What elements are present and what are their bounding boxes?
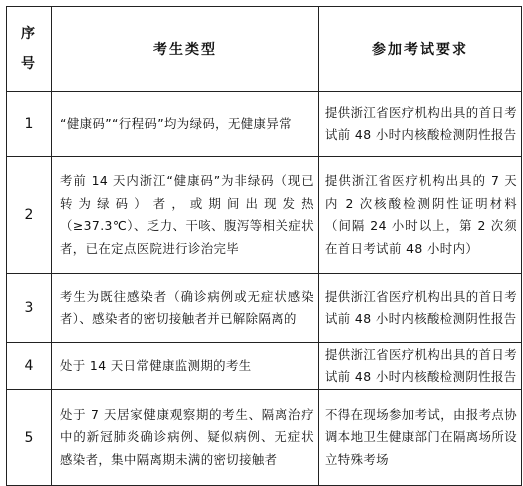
row-type: 处于 7 天居家健康观察期的考生、隔离治疗中的新冠肺炎确诊病例、疑似病例、无症状感染者，集中隔离期未满的密切接触者 <box>52 390 319 486</box>
header-seq <box>7 7 52 92</box>
header-requirement: 参加考试要求 <box>319 7 522 92</box>
exam-requirements-table <box>6 6 522 486</box>
row-requirement: 提供浙江省医疗机构出具的首日考试前 48 小时内核酸检测阴性报告 <box>319 92 522 157</box>
header-seq-top: 序 <box>21 26 37 42</box>
table-row <box>7 343 522 390</box>
header-row <box>7 7 522 92</box>
row-number: 3 <box>7 274 52 343</box>
row-number: 5 <box>7 390 52 486</box>
row-number: 4 <box>7 343 52 390</box>
row-requirement: 提供浙江省医疗机构出具的 7 天内 2 次核酸检测阴性证明材料（间隔 24 小时以上，第 2 次须在首日考试前 48 小时内） <box>319 157 522 274</box>
row-requirement: 不得在现场参加考试，由报考点协调本地卫生健康部门在隔离场所设立特殊考场 <box>319 390 522 486</box>
row-type: 处于 14 天日常健康监测期的考生 <box>52 343 319 390</box>
row-requirement: 提供浙江省医疗机构出具的首日考试前 48 小时内核酸检测阴性报告 <box>319 274 522 343</box>
table-row <box>7 157 522 274</box>
row-number: 1 <box>7 92 52 157</box>
table-row <box>7 274 522 343</box>
row-requirement: 提供浙江省医疗机构出具的首日考试前 48 小时内核酸检测阴性报告 <box>319 343 522 390</box>
row-type: 考生为既往感染者（确诊病例或无症状感染者）、感染者的密切接触者并已解除隔离的 <box>52 274 319 343</box>
header-seq-bottom: 号 <box>21 56 37 72</box>
row-type: “健康码”“行程码”均为绿码，无健康异常 <box>52 92 319 157</box>
table-row <box>7 92 522 157</box>
row-number: 2 <box>7 157 52 274</box>
header-type: 考生类型 <box>52 7 319 92</box>
table-row <box>7 390 522 486</box>
row-type: 考前 14 天内浙江“健康码”为非绿码（现已转为绿码）者，或期间出现发热（≥37.3℃）、乏力、干咳、腹泻等相关症状者，已在定点医院进行诊治完毕 <box>52 157 319 274</box>
